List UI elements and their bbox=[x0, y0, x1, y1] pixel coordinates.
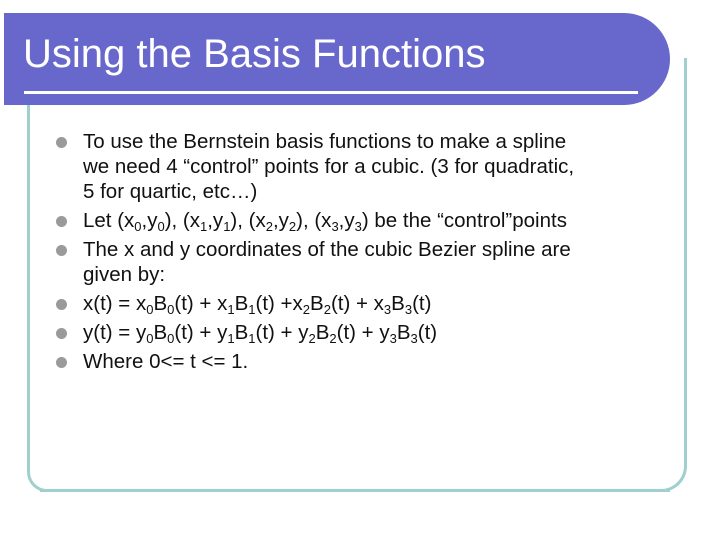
subscript: 3 bbox=[410, 331, 418, 346]
subscript: 3 bbox=[331, 219, 339, 234]
text-run: ,y bbox=[141, 209, 158, 232]
subscript: 0 bbox=[157, 219, 165, 234]
subscript: 0 bbox=[134, 219, 142, 234]
bullet-list bbox=[56, 129, 666, 378]
text-run: (t) bbox=[412, 292, 432, 315]
text-run: (t) + x bbox=[174, 292, 228, 315]
bullet-dot-icon bbox=[56, 357, 67, 368]
text-run: Let (x bbox=[83, 209, 135, 232]
text-run: ,y bbox=[207, 209, 224, 232]
text-run: ), (x bbox=[230, 209, 266, 232]
text-run: (t) bbox=[417, 321, 438, 344]
bullet-item bbox=[56, 291, 666, 316]
subscript: 3 bbox=[383, 302, 392, 317]
subscript: 1 bbox=[227, 331, 235, 346]
subscript: 2 bbox=[265, 219, 273, 234]
subscript: 0 bbox=[146, 302, 154, 317]
text-run: ,y bbox=[272, 209, 289, 232]
text-run: y(t) = y bbox=[83, 321, 147, 344]
bullet-text bbox=[83, 291, 666, 316]
bullet-dot-icon bbox=[56, 299, 67, 310]
subscript: 0 bbox=[167, 331, 175, 346]
slide-title: Using the Basis Functions bbox=[23, 32, 486, 76]
text-run: B bbox=[396, 321, 411, 344]
subscript: 1 bbox=[200, 219, 208, 234]
bullet-dot-icon bbox=[56, 328, 67, 339]
text-run: B bbox=[310, 292, 324, 315]
text-run: ) be the “control”points bbox=[361, 209, 567, 232]
bullet-text: Where 0<= t <= 1. bbox=[83, 350, 249, 373]
bullet-item bbox=[56, 129, 666, 204]
bullet-text: we need 4 “control” points for a cubic. (3 for quadratic, bbox=[83, 155, 575, 178]
subscript: 2 bbox=[302, 302, 311, 317]
subscript: 1 bbox=[223, 219, 231, 234]
text-run: B bbox=[153, 292, 168, 315]
bullet-text bbox=[83, 208, 666, 233]
text-run: B bbox=[315, 321, 330, 344]
bullet-dot-icon bbox=[56, 216, 67, 227]
text-run: ,y bbox=[338, 209, 355, 232]
bullet-text: To use the Bernstein basis functions to make a spline bbox=[83, 130, 567, 153]
bullet-item bbox=[56, 320, 666, 345]
bullet-item bbox=[56, 349, 666, 374]
subscript: 2 bbox=[329, 331, 337, 346]
subscript: 1 bbox=[227, 302, 235, 317]
subscript: 0 bbox=[146, 331, 154, 346]
slide-frame-left bbox=[27, 95, 47, 492]
bullet-dot-icon bbox=[56, 245, 67, 256]
text-run: (t) + y bbox=[336, 321, 390, 344]
text-run: (t) + y bbox=[255, 321, 309, 344]
bullet-item bbox=[56, 208, 666, 233]
text-run: B bbox=[153, 321, 168, 344]
subscript: 1 bbox=[248, 302, 256, 317]
title-underline bbox=[24, 91, 638, 94]
text-run: ), (x bbox=[296, 209, 332, 232]
bullet-text: given by: bbox=[83, 263, 166, 286]
subscript: 2 bbox=[288, 219, 297, 234]
text-run: ), (x bbox=[164, 209, 200, 232]
text-run: B bbox=[391, 292, 405, 315]
subscript: 2 bbox=[323, 302, 331, 317]
bullet-item bbox=[56, 237, 666, 287]
bullet-text bbox=[83, 320, 666, 345]
text-run: x(t) = x bbox=[83, 292, 147, 315]
subscript: 3 bbox=[389, 331, 397, 346]
bullet-text: 5 for quartic, etc…) bbox=[83, 180, 258, 203]
text-run: B bbox=[234, 321, 249, 344]
text-run: B bbox=[234, 292, 249, 315]
subscript: 3 bbox=[404, 302, 413, 317]
subscript: 0 bbox=[167, 302, 175, 317]
text-run: (t) + y bbox=[174, 321, 228, 344]
text-run: (t) + x bbox=[330, 292, 384, 315]
bullet-dot-icon bbox=[56, 137, 67, 148]
subscript: 2 bbox=[308, 331, 316, 346]
bullet-text: The x and y coordinates of the cubic Bezier spline are bbox=[83, 238, 571, 261]
text-run: (t) +x bbox=[255, 292, 303, 315]
slide-frame-bottom bbox=[40, 489, 670, 492]
subscript: 3 bbox=[354, 219, 362, 234]
subscript: 1 bbox=[248, 331, 256, 346]
